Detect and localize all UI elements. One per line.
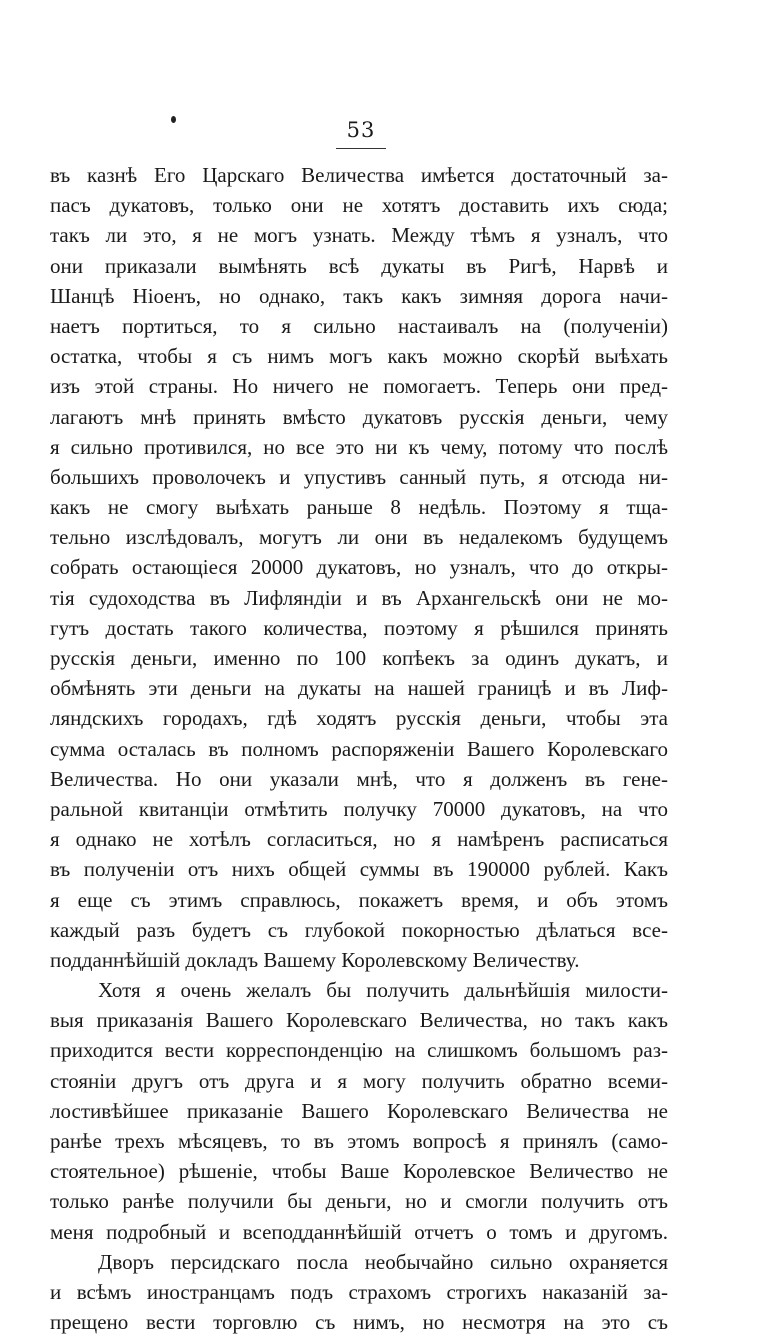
- text-line: стоятельное) рѣшеніе, чтобы Ваше Королевское Величество не: [50, 1159, 668, 1184]
- text-line: ляндскихъ городахъ, гдѣ ходятъ русскія деньги, чтобы эта: [50, 706, 668, 731]
- text-line: лагаютъ мнѣ принять вмѣсто дукатовъ русскія деньги, чему: [50, 404, 668, 429]
- text-line: лостивѣйшее приказаніе Вашего Королевскаго Величества не: [50, 1098, 668, 1123]
- text-line: прещено вести торговлю съ нимъ, но несмотря на это съ: [50, 1310, 668, 1335]
- body-text: [50, 160, 668, 1337]
- text-line: такъ ли это, я не могъ узнать. Между тѣмъ я узналъ, что: [50, 223, 668, 248]
- page-number: 53: [346, 118, 376, 142]
- text-line: обмѣнять эти деньги на дукаты на нашей границѣ и въ Лиф-: [50, 676, 668, 701]
- text-line: Хотя я очень желалъ бы получить дальнѣйшія милости-: [98, 978, 668, 1003]
- text-line: стояніи другъ отъ друга и я могу получить обратно всеми-: [50, 1068, 668, 1093]
- text-line: собрать остающіеся 20000 дукатовъ, но узналъ, что до откры-: [50, 555, 668, 580]
- text-line: приходится вести корреспонденцію на слишкомъ большомъ раз-: [50, 1038, 668, 1063]
- text-line: Величества. Но они указали мнѣ, что я долженъ въ гене-: [50, 766, 668, 791]
- text-line: сумма осталась въ полномъ распоряженіи Вашего Королевскаго: [50, 736, 668, 761]
- text-line: они приказали вымѣнять всѣ дукаты въ Ригѣ, Нарвѣ и: [50, 253, 668, 278]
- text-line: изъ этой страны. Но ничего не помогаетъ. Теперь они пред-: [50, 374, 668, 399]
- text-line: каждый разъ будетъ съ глубокой покорностью дѣлаться все-: [50, 917, 668, 942]
- text-line: какъ не смогу выѣхать раньше 8 недѣль. Поэтому я тща-: [50, 495, 668, 520]
- text-line: Дворъ персидскаго посла необычайно сильно охраняется: [98, 1249, 668, 1274]
- text-line: тельно изслѣдовалъ, могутъ ли они въ недалекомъ будущемъ: [50, 525, 668, 550]
- text-line: я однако не хотѣлъ согласиться, но я намѣренъ расписаться: [50, 827, 668, 852]
- text-line: въ казнѣ Его Царскаго Величества имѣется достаточный за-: [50, 163, 668, 187]
- ink-speck: [171, 116, 176, 123]
- text-line: и всѣмъ иностранцамъ подъ страхомъ строгихъ наказаній за-: [50, 1279, 668, 1304]
- text-line: наетъ портиться, то я сильно настаивалъ на (полученіи): [50, 313, 668, 338]
- text-line: Шанцѣ Ніоенъ, но однако, такъ какъ зимняя дорога начи-: [50, 283, 668, 308]
- page-number-rule: [336, 148, 386, 149]
- text-line: русскія деньги, именно по 100 копѣекъ за одинъ дукатъ, и: [50, 646, 668, 670]
- text-line: я еще съ этимъ справлюсь, покажетъ время, и объ этомъ: [50, 887, 668, 912]
- text-line: меня подробный и всеподданнѣйшій отчетъ о томъ и другомъ.: [50, 1219, 668, 1244]
- text-line: большихъ проволочекъ и упустивъ санный путь, я отсюда ни-: [50, 464, 668, 489]
- text-line: я сильно противился, но все это ни къ чему, потому что послѣ: [50, 434, 668, 459]
- text-line: пасъ дукатовъ, только они не хотятъ доставить ихъ сюда;: [50, 193, 668, 218]
- text-line: остатка, чтобы я съ нимъ могъ какъ можно скорѣй выѣхать: [50, 344, 668, 369]
- text-line: ральной квитанціи отмѣтить получку 70000 дукатовъ, на что: [50, 796, 668, 821]
- text-line: ранѣе трехъ мѣсяцевъ, то въ этомъ вопросѣ я принялъ (само-: [50, 1129, 668, 1153]
- text-line: въ полученіи отъ нихъ общей суммы въ 190000 рублей. Какъ: [50, 857, 668, 882]
- text-line: выя приказанія Вашего Королевскаго Величества, но такъ какъ: [50, 1008, 668, 1033]
- text-line: тія судоходства въ Лифляндіи и въ Архангельскѣ они не мо-: [50, 585, 668, 610]
- text-line: только ранѣе получили бы деньги, но и смогли получить отъ: [50, 1189, 668, 1214]
- text-line: гутъ достать такого количества, поэтому я рѣшился принять: [50, 615, 668, 640]
- text-line: подданнѣйшій докладъ Вашему Королевскому Величеству.: [50, 947, 580, 972]
